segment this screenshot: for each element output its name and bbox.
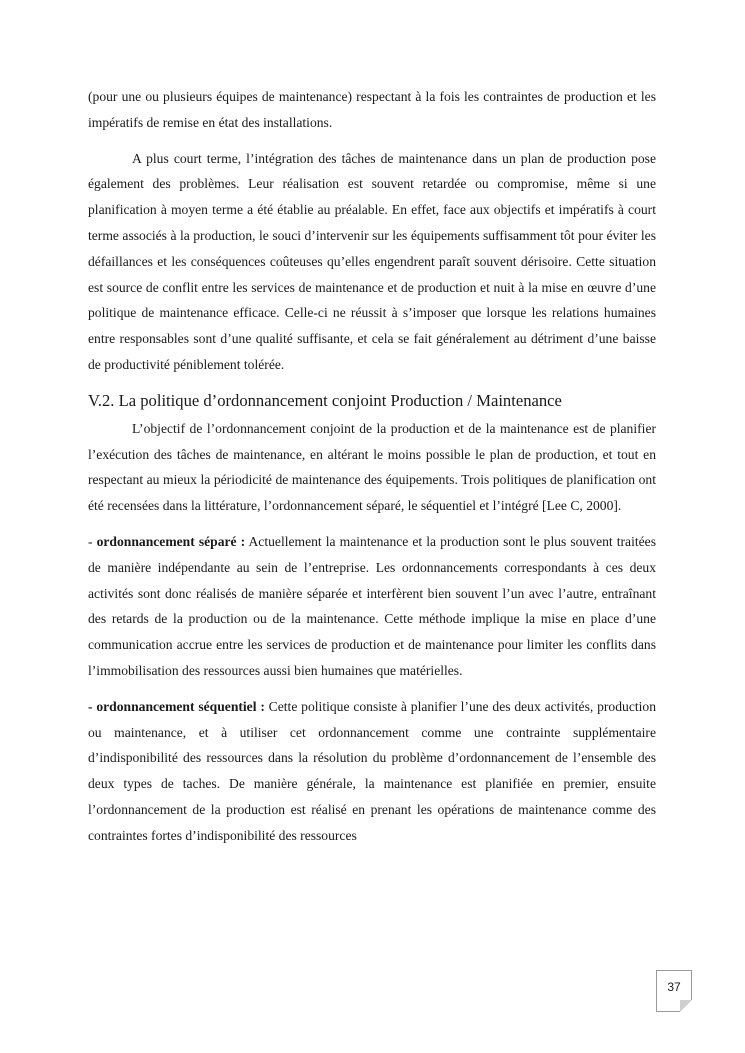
separate-term: ordonnancement séparé : [96, 533, 246, 549]
paragraph-short-term: A plus court terme, l’intégration des tâches de maintenance dans un plan de production pose également des problèmes. Leur réalisation est souvent retardée ou compromise, même si une planification à moyen terme a été établie au préalable. En effet, face aux objectifs et impératifs à court terme associés à la production, le souci d’intervenir sur les équipements suffisamment tôt pour éviter les défaillances et les conséquences coûteuses qu’elles engendrent paraît souvent dérisoire. Cette situation est source de conflit entre les services de maintenance et de production et nuit à la mise en œuvre d’une politique de maintenance efficace. Celle-ci ne réussit à s’imposer que lorsque les relations humaines entre responsables sont d’une qualité suffisante, et cela se fait généralement au détriment d’une baisse de productivité péniblement tolérée. [88, 150, 656, 372]
separate-prefix: - [88, 533, 97, 549]
paragraph-objective: L’objectif de l’ordonnancement conjoint de la production et de la maintenance est de planifier l’exécution des tâches de maintenance, en altérant le moins possible le plan de production, et tout en respectant au mieux la périodicité de maintenance des équipements. Trois politiques de planification ont été recensées dans la littérature, l’ordonnancement séparé, le séquentiel et l’intégré [Lee C, 2000]. [88, 420, 656, 514]
page-number-box [656, 970, 692, 1012]
paragraph-separate-scheduling [88, 529, 656, 684]
sequential-text: Cette politique consiste à planifier l’une des deux activités, production ou maintenance, et à utiliser cet ordonnancement comme une contrainte supplémentaire d’indisponibilité des ressources dans la résolution du problème d’ordonnancement de l’ensemble des deux types de taches. De manière générale, la maintenance est planifiée en premier, ensuite l’ordonnancement de la production est réalisé en prenant les opérations de maintenance comme des contraintes fortes d’indisponibilité des ressources [88, 698, 656, 843]
separate-text: Actuellement la maintenance et la production sont le plus souvent traitées de manière indépendante au sein de l’entreprise. Les ordonnancements correspondants à ces deux activités sont donc réalisés de manière séparée et interfèrent bien souvent l’un avec l’autre, entraînant des retards de la production ou de la maintenance. Cette méthode implique la mise en place d’une communication accrue entre les services de production et de maintenance pour limiter les conflits dans l’immobilisation des ressources aussi bien humaines que matérielles. [88, 533, 656, 678]
document-page [88, 84, 656, 849]
section-heading: V.2. La politique d’ordonnancement conjoint Production / Maintenance [88, 390, 562, 410]
paragraph-continuation: (pour une ou plusieurs équipes de maintenance) respectant à la fois les contraintes de production et les impératifs de remise en état des installations. [88, 89, 656, 130]
page-fold-icon [680, 1000, 692, 1012]
page-number: 37 [667, 980, 681, 994]
sequential-term: - ordonnancement séquentiel : [88, 698, 265, 714]
paragraph-sequential-scheduling [88, 694, 656, 849]
